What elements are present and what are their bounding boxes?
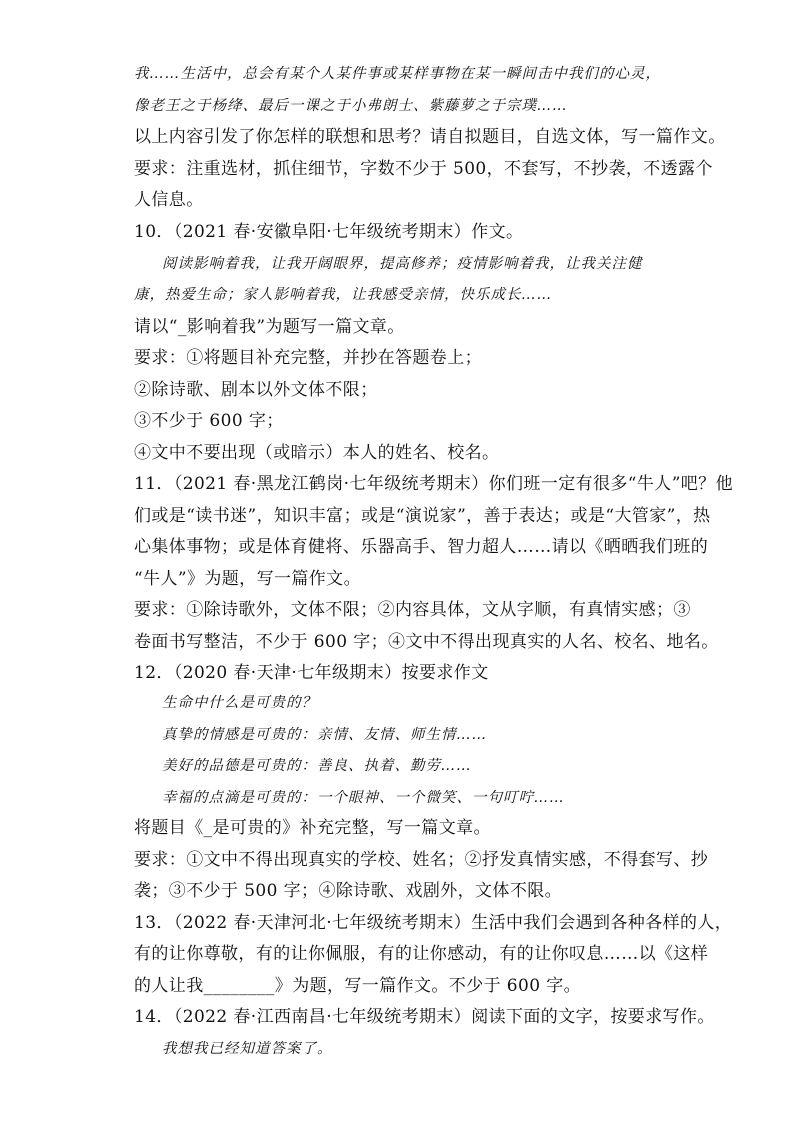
essay-prompt-line: 生命中什么是可贵的？: [162, 695, 317, 711]
essay-prompt-line: 康，热爱生命；家人影响着我，让我感受亲情，快乐成长……: [134, 287, 553, 303]
question-11-line: “牛人”》为题，写一篇作文。: [134, 569, 361, 589]
requirement-line: 袭；③不少于 500 字；④除诗歌、戏剧外，文体不限。: [134, 881, 563, 901]
requirement-line: ②除诗歌、剧本以外文体不限；: [134, 380, 378, 400]
instruction-line: 将题目《_是可贵的》补充完整，写一篇文章。: [134, 818, 491, 838]
instruction-line: 以上内容引发了你怎样的联想和思考？请自拟题目，自选文体，写一篇作文。: [134, 127, 726, 147]
question-10-heading: 10．（2021 春·安徽阜阳·七年级统考期末）作文。: [134, 222, 524, 242]
essay-prompt-line: 阅读影响着我，让我开阔眼界，提高修养；疫情影响着我，让我关注健: [162, 256, 643, 272]
essay-prompt-line: 我……生活中，总会有某个人某件事或某样事物在某一瞬间击中我们的心灵，: [134, 66, 661, 82]
requirement-line: 要求：①文中不得出现真实的学校、姓名；②抒发真情实感，不得套写、抄: [134, 850, 709, 870]
requirement-line: ③不少于 600 字；: [134, 411, 284, 431]
question-11-line: 心集体事物；或是体育健将、乐器高手、智力超人……请以《晒晒我们班的: [134, 537, 709, 557]
essay-prompt-line: 美好的品德是可贵的：善良、执着、勤劳……: [162, 758, 472, 774]
question-13-line: 的人让我________》为题，写一篇作文。不少于 600 字。: [134, 976, 582, 996]
requirement-line: 要求：①将题目补充完整，并抄在答题卷上；: [134, 348, 482, 368]
question-11-heading: 11．（2021 春·黑龙江鹤岗·七年级统考期末）你们班一定有很多“牛人”吧？他: [134, 474, 733, 494]
requirement-line: 人信息。: [134, 190, 204, 210]
question-14-heading: 14．（2022 春·江西南昌·七年级统考期末）阅读下面的文字，按要求写作。: [134, 1007, 715, 1027]
essay-prompt-line: 真挚的情感是可贵的：亲情、友情、师生情……: [162, 727, 488, 743]
requirement-line: 要求：①除诗歌外，文体不限；②内容具体，文从字顺，有真情实感；③: [134, 600, 691, 620]
question-13-heading: 13．（2022 春·天津河北·七年级统考期末）生活中我们会遇到各种各样的人，: [134, 913, 733, 933]
question-12-heading: 12．（2020 春·天津·七年级期末）按要求作文: [134, 663, 489, 683]
essay-prompt-line: 像老王之于杨绛、最后一课之于小弗朗士、紫藤萝之于宗璞……: [134, 98, 568, 114]
question-13-line: 有的让你尊敬，有的让你佩服，有的让你感动，有的让你叹息……以《这样: [134, 944, 709, 964]
question-11-line: 们或是“读书迷”，知识丰富；或是“演说家”，善于表达；或是“大管家”，热: [134, 506, 711, 526]
essay-prompt-line: 幸福的点滴是可贵的：一个眼神、一个微笑、一句叮咛……: [162, 790, 565, 806]
requirement-line: ④文中不要出现（或暗示）本人的姓名、校名。: [134, 443, 500, 463]
instruction-line: 请以“_影响着我”为题写一篇文章。: [134, 317, 405, 337]
essay-prompt-line: 我想我已经知道答案了。: [162, 1041, 333, 1057]
requirement-line: 要求：注重选材，抓住细节，字数不少于 500，不套写，不抄袭，不透露个: [134, 159, 713, 179]
requirement-line: 卷面书写整洁，不少于 600 字；④文中不得出现真实的人名、校名、地名。: [134, 632, 719, 652]
